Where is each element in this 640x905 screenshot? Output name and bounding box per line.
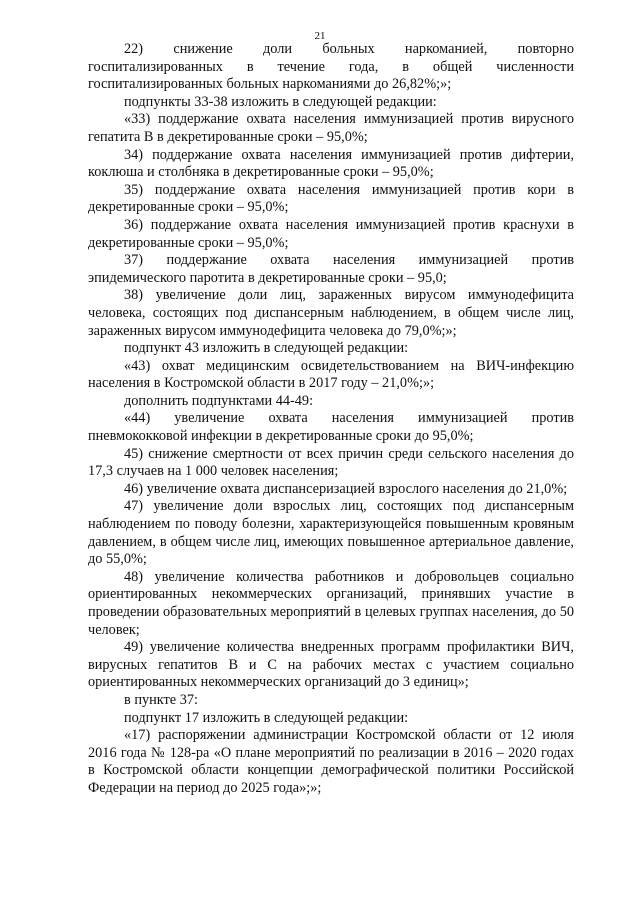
paragraph-item-45: 45) снижение смертности от всех причин среди сельского населения до 17,3 случаев на 1 000 человек населения; bbox=[88, 445, 574, 480]
paragraph-item-43: «43) охват медицинским освидетельствованием на ВИЧ-инфекцию населения в Костромской области в 2017 году – 21,0%;»; bbox=[88, 357, 574, 392]
paragraph-item-35: 35) поддержание охвата населения иммунизацией против кори в декретированные сроки – 95,0%; bbox=[88, 181, 574, 216]
paragraph-item-46: 46) увеличение охвата диспансеризацией взрослого населения до 21,0%; bbox=[124, 480, 568, 497]
paragraph-item-34: 34) поддержание охвата населения иммунизацией против дифтерии, коклюша и столбняка в декретированные сроки – 95,0%; bbox=[88, 146, 574, 181]
paragraph-add-44-49: дополнить подпунктами 44-49: bbox=[124, 392, 314, 409]
paragraph-point-37: в пункте 37: bbox=[124, 691, 198, 708]
paragraph-item-36: 36) поддержание охвата населения иммунизацией против краснухи в декретированные сроки – 95,0%; bbox=[88, 216, 574, 251]
document-body bbox=[88, 41, 574, 798]
paragraph-amend-43: подпункт 43 изложить в следующей редакции: bbox=[124, 340, 409, 357]
paragraph-item-38: 38) увеличение доли лиц, зараженных вирусом иммунодефицита человека, состоящих под диспансерным наблюдением, в общем числе лиц, зараженных вирусом иммунодефицита человека до 79,0%;»; bbox=[88, 287, 574, 339]
page-number: 21 bbox=[314, 30, 326, 42]
paragraph-item-48: 48) увеличение количества работников и добровольцев социально ориентированных некоммерческих организаций, принявших участие в проведении образовательных мероприятий в целевых группах населения, до 50 человек; bbox=[88, 568, 574, 638]
paragraph-item-22: 22) снижение доли больных наркоманией, повторно госпитализированных в течение года, в общей численности госпитализированных больных наркоманиями до 26,82%;»; bbox=[88, 41, 574, 93]
paragraph-item-33: «33) поддержание охвата населения иммунизацией против вирусного гепатита В в декретированные сроки – 95,0%; bbox=[88, 111, 574, 145]
paragraph-item-44: «44) увеличение охвата населения иммунизацией против пневмококковой инфекции в декретированные сроки до 95,0%; bbox=[88, 410, 574, 445]
paragraph-amend-17: подпункт 17 изложить в следующей редакции: bbox=[124, 709, 409, 726]
paragraph-item-37: 37) поддержание охвата населения иммунизацией против эпидемического паротита в декретированные сроки – 95,0; bbox=[88, 252, 574, 286]
paragraph-item-49: 49) увеличение количества внедренных программ профилактики ВИЧ, вирусных гепатитов В и С на рабочих местах с участием социально ориентированных некоммерческих организаций до 3 единиц»; bbox=[88, 639, 574, 691]
paragraph-amend-33-38: подпункты 33-38 изложить в следующей редакции: bbox=[124, 93, 437, 110]
paragraph-item-47: 47) увеличение доли взрослых лиц, состоящих под диспансерным наблюдением по поводу болезни, характеризующейся повышенным кровяным давлением, в общем числе лиц, имеющих повышенное артериальное давление, до 55,0%; bbox=[88, 498, 574, 568]
paragraph-item-17: «17) распоряжении администрации Костромской области от 12 июля 2016 года № 128-ра «О плане мероприятий по реализации в 2016 – 2020 годах в Костромской области концепции демографической политики Российской Федерации на период до 2025 года»;»; bbox=[88, 727, 574, 796]
